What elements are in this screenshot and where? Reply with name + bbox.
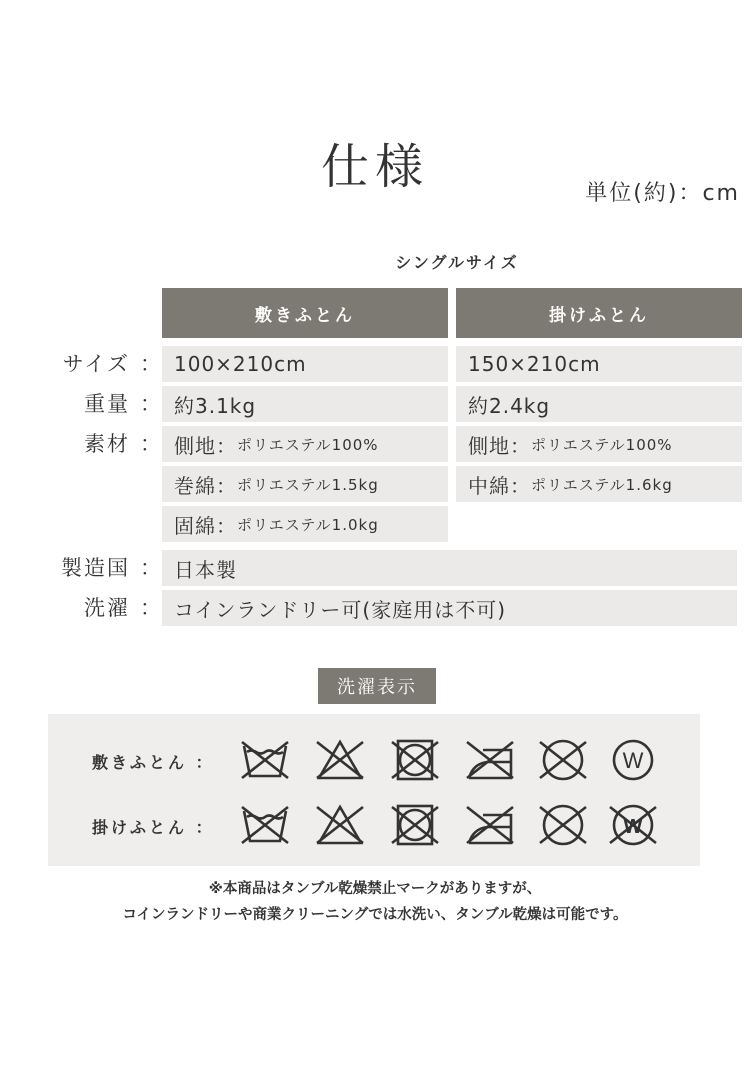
no-wash-icon — [238, 803, 292, 847]
care-row-label-shiki: 敷きふとん ： — [92, 753, 215, 772]
material-key: 巻綿： — [174, 473, 237, 498]
no-wet-clean-icon — [606, 803, 660, 847]
column-header-shiki: 敷きふとん — [162, 288, 448, 338]
size-kake: 150×210cm — [456, 346, 742, 382]
note-line-1: ※本商品はタンブル乾燥禁止マークがありますが、 — [208, 881, 542, 897]
material-key: 固綿： — [174, 513, 237, 538]
material-key: 中綿： — [468, 473, 531, 498]
column-header-kake: 掛けふとん — [456, 288, 742, 338]
no-dry-clean-icon — [536, 738, 590, 782]
origin-value: 日本製 — [162, 550, 737, 586]
material-shiki-outer — [162, 426, 448, 462]
material-key: 側地： — [468, 433, 531, 458]
no-iron-icon — [463, 738, 517, 782]
no-tumble-dry-icon — [388, 803, 442, 847]
colon: ： — [140, 556, 161, 580]
material-value: ポリエステル1.0kg — [237, 515, 379, 534]
colon: ： — [140, 392, 161, 416]
wash-value: コインランドリー可(家庭用は不可) — [162, 590, 737, 626]
material-value: ポリエステル1.5kg — [237, 475, 379, 494]
no-bleach-icon — [313, 803, 367, 847]
material-key: 側地： — [174, 433, 237, 458]
row-label-material: 素材 — [84, 432, 130, 456]
row-label-size: サイズ — [62, 352, 130, 376]
material-shiki-firm — [162, 506, 448, 542]
weight-kake: 約2.4kg — [456, 386, 742, 422]
material-value: ポリエステル100% — [237, 435, 379, 454]
weight-shiki: 約3.1kg — [162, 386, 448, 422]
care-row-label-kake: 掛けふとん ： — [92, 818, 215, 837]
unit-note: 単位(約)：cm — [585, 181, 740, 206]
material-kake-outer — [456, 426, 742, 462]
row-label-wash: 洗濯 — [84, 596, 130, 620]
no-bleach-icon — [313, 738, 367, 782]
row-label-origin: 製造国 — [61, 556, 130, 580]
colon: ： — [140, 432, 161, 456]
colon: ： — [140, 352, 161, 376]
size-name: シングルサイズ — [395, 253, 519, 272]
no-wash-icon — [238, 738, 292, 782]
material-kake-fill — [456, 466, 742, 502]
colon: ： — [140, 596, 161, 620]
care-panel — [48, 714, 700, 866]
material-shiki-wrap — [162, 466, 448, 502]
row-label-weight: 重量 — [84, 392, 130, 416]
material-value: ポリエステル100% — [531, 435, 673, 454]
material-value: ポリエステル1.6kg — [531, 475, 673, 494]
page-title: 仕様 — [320, 139, 429, 195]
note-line-2: コインランドリーや商業クリーニングでは水洗い、タンブル乾燥は可能です。 — [122, 907, 628, 923]
no-tumble-dry-icon — [388, 738, 442, 782]
no-iron-icon — [463, 803, 517, 847]
care-title: 洗濯表示 — [318, 668, 436, 704]
svg-text:W: W — [622, 748, 644, 773]
wet-clean-icon — [606, 738, 660, 782]
size-shiki: 100×210cm — [162, 346, 448, 382]
svg-text:W: W — [623, 816, 643, 838]
no-dry-clean-icon — [536, 803, 590, 847]
